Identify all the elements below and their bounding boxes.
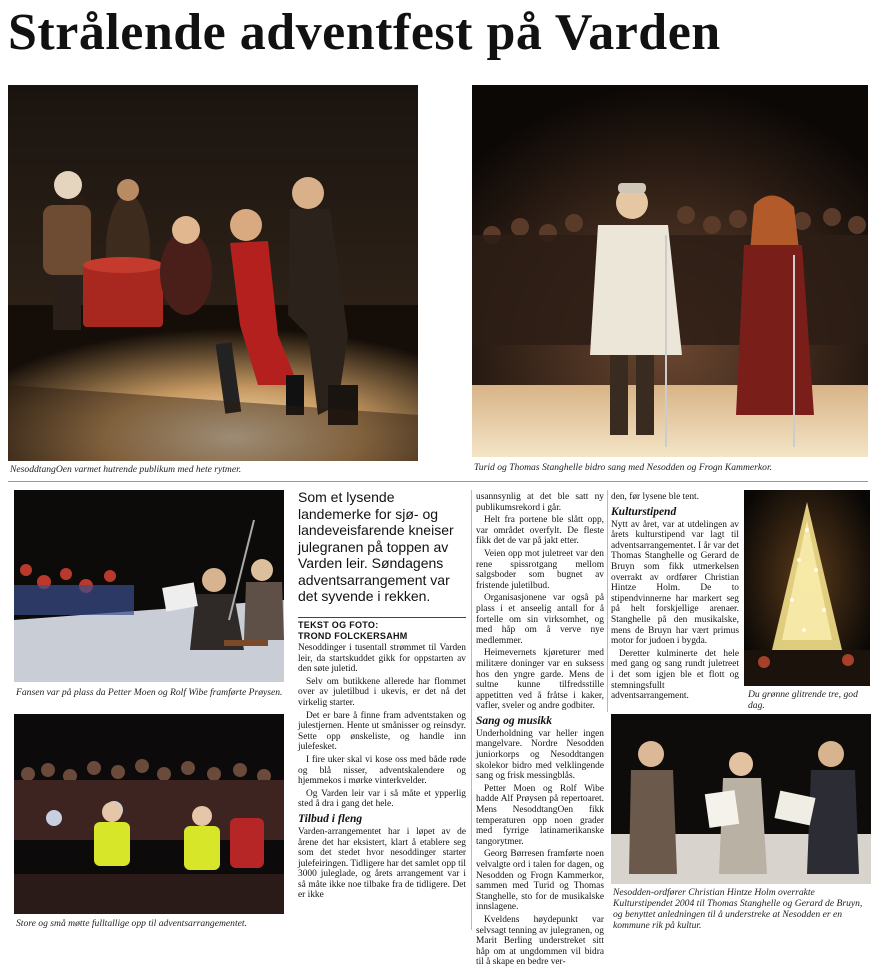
article-paragraph: Nytt av året, var at utdelingen av årets kulturstipend var lagt til adventsarrangementet. I år var det Thomas Stanghelle og Gerard de Bruyn som fikk utmerkelsen overrakt av ordfører Christian Hintze Holm. De to stipendvinnerne har markert seg på helt forskjellige arenaer. Stanghelle på den musikalske, mens de Bruyn har vært primus motor for judoen i bygda. xyxy=(611,519,739,647)
article-column-2 xyxy=(476,492,604,970)
award-photo-illustration xyxy=(611,714,871,884)
article-paragraph: Underholdning var heller ingen mangelvare. Nordre Nesodden juniorkorps og Nesoddtangen skolekor bidro med velklingende sang og frisk messingblås. xyxy=(476,728,604,782)
photo-proysen xyxy=(14,490,284,682)
article-paragraph: Heimevernets kjøreturer med militære doninger var en suksess hos den yngre garde. Mens de sultne kunne tilfredsstille appetitten ved å fråtse i kaker, vafler, sveler og andre godbiter. xyxy=(476,648,604,712)
article-paragraph: Og Varden leir var i så måte et ypperlig sted å dra i gang det hele. xyxy=(298,788,466,810)
caption-proysen: Fansen var på plass da Petter Moen og Rolf Wibe framførte Prøysen. xyxy=(16,687,283,698)
headline: Strålende adventfest på Varden xyxy=(8,4,721,61)
christmas-tree-illustration xyxy=(744,490,870,686)
byline-label: TEKST OG FOTO: xyxy=(298,620,379,630)
article-paragraph: Nesoddinger i tusentall strømmet til Varden leir, da startskuddet gikk for oppstarten av den søte juletid. xyxy=(298,643,466,675)
caption-award: Nesodden-ordfører Christian Hintze Holm overrakte Kulturstipendet 2004 til Thomas Stanghelle og Gerard de Bruyn, og benyttet anledningen til å understreke at Nesodden er en kommune rik på kultur. xyxy=(613,887,863,931)
singers-photo-illustration xyxy=(472,85,868,457)
byline-rule xyxy=(298,617,466,618)
article-paragraph: Helt fra portene ble slått opp, var området overfylt. De fleste fikk det de var på jakt etter. xyxy=(476,515,604,547)
subheading-tilbud: Tilbud i fleng xyxy=(298,812,363,825)
article-paragraph: Veien opp mot juletreet var den rene spissrotgang mellom salgsboder som bugnet av fristende juletilbud. xyxy=(476,548,604,591)
caption-tango: NesoddtangOen varmet hutrende publikum med hete rytmer. xyxy=(10,464,242,475)
byline xyxy=(298,620,466,642)
article-column-1 xyxy=(298,643,466,903)
photo-award xyxy=(611,714,871,884)
divider-top xyxy=(8,481,868,482)
crowd-photo-illustration xyxy=(14,714,284,914)
article-paragraph: Deretter kulminerte det hele med gang og sang rundt juletreet i det som igjen ble et flott og stemningsfullt adventsarrangement. xyxy=(611,648,739,702)
article-paragraph: usannsynlig at det ble satt ny publikumsrekord i går. xyxy=(476,492,604,513)
photo-crowd xyxy=(14,714,284,914)
tango-photo-illustration xyxy=(8,85,418,461)
photo-christmas-tree xyxy=(744,490,870,686)
lead-paragraph: Som et lysende landemerke for sjø- og landeveisfarende kneiser julegranen på toppen av Varden leir. Søndagens adventsarrangement var det syvende i rekken. xyxy=(298,489,454,604)
article-paragraph: den, før lysene ble tent. xyxy=(611,492,699,502)
article-paragraph: Selv om butikkene allerede har flommet over av juletilbud i ukevis, er det nå det virkelig starter. xyxy=(298,676,466,708)
article-paragraph: Det er bare å finne fram adventstaken og julestjernen. Hente ut smånisser og reinsdyr. Sette opp ønskeliste, og handle inn julefesket. xyxy=(298,710,466,753)
article-paragraph: Georg Børresen framførte noen velvalgte ord i talen for dagen, og Nesodden og Frogn Kammerkor, sammen med Turid og Thomas Stanghelle, sto for de musikalske innslagene. xyxy=(476,849,604,913)
proysen-photo-illustration xyxy=(14,490,284,682)
caption-tree: Du grønne glitrende tre, god dag. xyxy=(748,689,858,711)
article-paragraph: Organisasjonene var også på plass i et anseelig antall for å fortelle om sin virksomhet, og med håp om å verve nye medlemmer. xyxy=(476,593,604,646)
subheading-kulturstipend: Kulturstipend xyxy=(611,505,677,518)
subheading-sang: Sang og musikk xyxy=(476,714,553,727)
article-paragraph: I fire uker skal vi kose oss med både røde og blå nisser, adventskalendere og hjemmekos i mørke vinterkvelder. xyxy=(298,754,466,787)
caption-singers: Turid og Thomas Stanghelle bidro sang med Nesodden og Frogn Kammerkor. xyxy=(474,462,773,473)
column-divider xyxy=(471,490,472,930)
article-paragraph: Varden-arrangementet har i løpet av de årene det har eksistert, klart å etablere seg som det stedet hvor nesoddinger starter julefeiringen. Tidligere har det samlet opp til 3000 juleglade, og årets arrangement var i så måte ikke noe tilbake fra de tidligere. Det er ikke xyxy=(298,826,466,901)
photo-singers xyxy=(472,85,868,457)
byline-author: TROND FOLCKERSAHM xyxy=(298,631,408,641)
column-divider xyxy=(607,490,608,712)
article-column-3 xyxy=(611,492,739,704)
article-paragraph: Petter Moen og Rolf Wibe hadde Alf Prøysen på repertoaret. Mens NesoddtangOen fikk temperaturen opp noen grader med fyrrige latinamerikanske tangorytmer. xyxy=(476,783,604,847)
article-paragraph: Kveldens høydepunkt var selvsagt tenning av julegranen, og Marit Berling understreket sitt håp om at ungdommen vil bidra til å skape en bedre ver- xyxy=(476,914,604,968)
photo-tango-dancers xyxy=(8,85,418,461)
caption-crowd: Store og små møtte fulltallige opp til adventsarrangementet. xyxy=(16,918,247,929)
